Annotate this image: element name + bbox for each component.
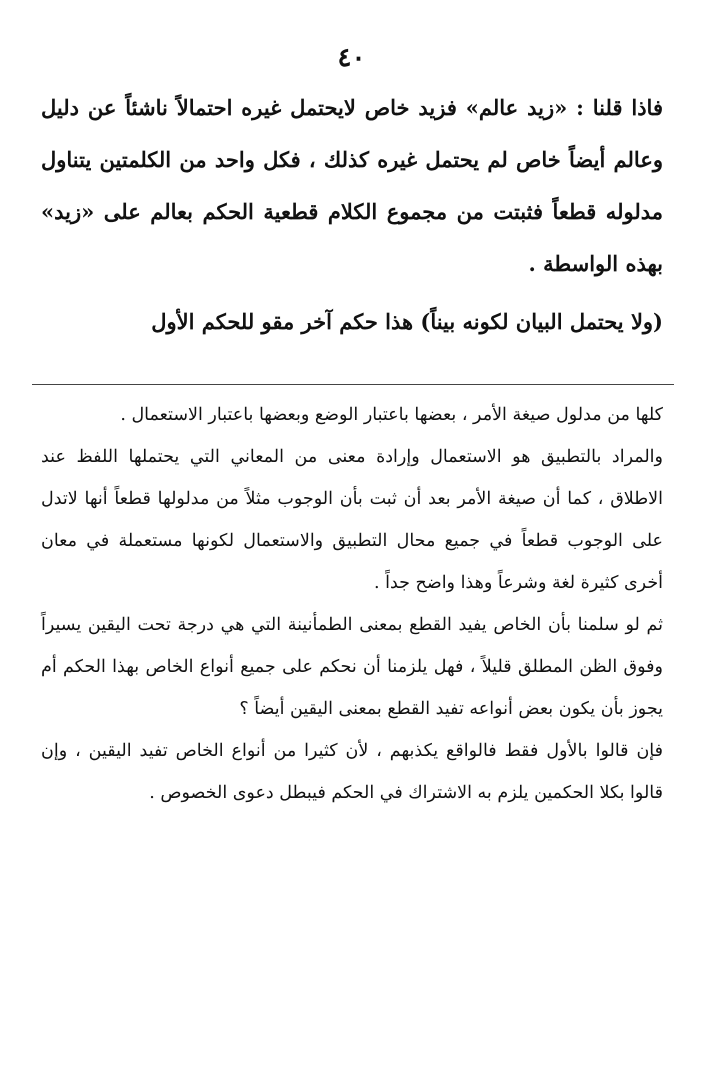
footnote-paragraph: فإن قالوا بالأول فقط فالواقع يكذبهم ، لأن كثيرا من أنواع الخاص تفيد اليقين ، وإن قالوا بكلا الحكمين يلزم به الاشتراك في الحكم فيبطل دعوى الخصوص . <box>41 741 663 803</box>
main-paragraph: فاذا قلنا : «زيد عالم» فزيد خاص لايحتمل غيره احتمالاً ناشئاً عن دليل وعالم أيضاً خاص لم يحتمل غيره كذلك ، فكل واحد من الكلمتين يتناول مدلوله قطعاً فثبتت من مجموع الكلام قطعية الحكم بعالم على «زيد» بهذه الواسطة . <box>41 95 663 276</box>
page-number: ٤٠ <box>337 43 366 73</box>
main-text-block <box>41 82 663 348</box>
footnote-separator <box>32 384 674 385</box>
footnote-paragraph: كلها من مدلول صيغة الأمر ، بعضها باعتبار الوضع وبعضها باعتبار الاستعمال . <box>120 405 663 425</box>
main-paragraph: (ولا يحتمل البيان لكونه بيناً) هذا حكم آخر مقو للحكم الأول <box>151 309 663 334</box>
footnote-paragraph: والمراد بالتطبيق هو الاستعمال وإرادة معنى من المعاني التي يحتملها اللفظ عند الاطلاق ، كما أن صيغة الأمر بعد أن ثبت بأن الوجوب مثلاً من مدلولها قطعاً أنها لاتدل على الوجوب قطعاً في جميع محال التطبيق والاستعمال لكونها مستعملة في معان أخرى كثيرة لغة وشرعاً وهذا واضح جداً . <box>41 447 663 593</box>
footnotes-block <box>41 394 663 814</box>
footnote-paragraph: ثم لو سلمنا بأن الخاص يفيد القطع بمعنى الطمأنينة التي هي درجة تحت اليقين يسيراً وفوق الظن المطلق قليلاً ، فهل يلزمنا أن نحكم على جميع أنواع الخاص بهذا الحكم أم يجوز بأن يكون بعض أنواعه تفيد القطع بمعنى اليقين أيضاً ؟ <box>41 615 663 719</box>
